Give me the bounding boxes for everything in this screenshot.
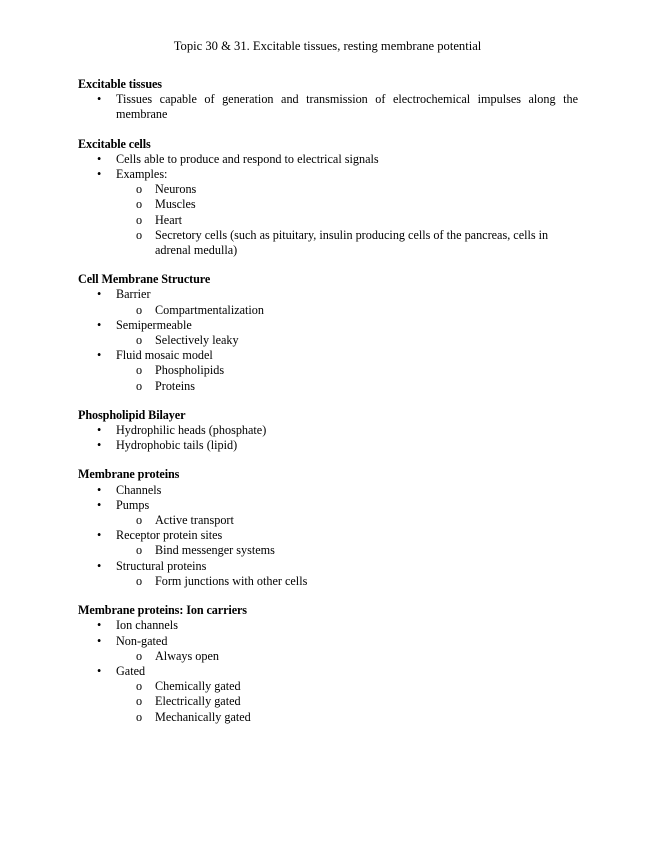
list-item-text: Structural proteins	[116, 558, 207, 573]
sub-bullet-icon: o	[136, 182, 143, 197]
list-item	[78, 348, 578, 394]
sub-list-item-text: Bind messenger systems	[155, 543, 275, 558]
sub-list-item-text: Mechanically gated	[155, 709, 251, 724]
bullet-icon: •	[97, 92, 102, 107]
list-item	[78, 664, 578, 725]
list-item-text: Fluid mosaic model	[116, 348, 213, 363]
sub-list-item	[116, 694, 578, 709]
sub-bullet-list	[78, 679, 578, 725]
bullet-icon: •	[97, 287, 102, 302]
sub-list-item-text: Proteins	[155, 378, 195, 393]
bullet-icon: •	[97, 663, 102, 678]
sub-list-item-text: Form junctions with other cells	[155, 573, 308, 588]
sub-bullet-list	[78, 182, 578, 258]
sub-list-item	[116, 513, 578, 528]
document-title: Topic 30 & 31. Excitable tissues, resting membrane potential	[173, 39, 482, 53]
sub-bullet-list	[78, 333, 578, 348]
sub-list-item-text: Heart	[155, 212, 183, 227]
list-item	[78, 438, 578, 453]
sub-bullet-icon: o	[136, 197, 143, 212]
list-item-text: Ion channels	[116, 618, 178, 633]
sub-list-item-text: Compartmentalization	[155, 302, 264, 317]
sub-bullet-icon: o	[136, 378, 143, 393]
sub-bullet-icon: o	[136, 333, 143, 348]
sub-list-item	[116, 574, 578, 589]
sub-bullet-list	[78, 513, 578, 528]
sub-bullet-icon: o	[136, 513, 143, 528]
sub-bullet-list	[78, 543, 578, 558]
sub-bullet-icon: o	[136, 227, 143, 242]
sub-list-item	[116, 543, 578, 558]
bullet-icon: •	[97, 317, 102, 332]
sub-list-item	[116, 333, 578, 348]
bullet-icon: •	[97, 151, 102, 166]
list-item	[78, 559, 578, 589]
section	[78, 272, 578, 394]
sub-bullet-list	[78, 363, 578, 393]
sub-bullet-icon: o	[136, 694, 143, 709]
list-item	[78, 618, 578, 633]
list-item	[78, 287, 578, 317]
bullet-list	[78, 483, 578, 589]
list-item-text: Cells able to produce and respond to electrical signals	[116, 151, 379, 166]
section	[78, 467, 578, 589]
sub-list-item	[116, 228, 578, 258]
bullet-icon: •	[97, 497, 102, 512]
section	[78, 77, 578, 123]
list-item-text: Pumps	[116, 497, 150, 512]
list-item	[78, 92, 578, 122]
sub-list-item-text: Phospholipids	[155, 363, 225, 378]
sub-bullet-icon: o	[136, 212, 143, 227]
section-heading: Phospholipid Bilayer	[78, 407, 186, 422]
bullet-list	[78, 92, 578, 122]
list-item-text: Hydrophilic heads (phosphate)	[116, 423, 267, 438]
section-heading: Membrane proteins: Ion carriers	[78, 603, 247, 618]
list-item-text: Receptor protein sites	[116, 528, 223, 543]
list-item	[78, 634, 578, 664]
list-item	[78, 167, 578, 258]
sub-list-item	[116, 710, 578, 725]
list-item-text: Semipermeable	[116, 317, 192, 332]
bullet-icon: •	[97, 633, 102, 648]
document-body	[78, 77, 578, 739]
bullet-list	[78, 287, 578, 393]
sub-bullet-icon: o	[136, 302, 143, 317]
sub-bullet-list	[78, 574, 578, 589]
bullet-icon: •	[97, 423, 102, 438]
list-item-text: Channels	[116, 482, 162, 497]
sub-bullet-icon: o	[136, 363, 143, 378]
sub-list-item	[116, 182, 578, 197]
sub-list-item-text: Muscles	[155, 197, 196, 212]
list-item	[78, 423, 578, 438]
section	[78, 603, 578, 725]
list-item	[78, 152, 578, 167]
sub-list-item	[116, 363, 578, 378]
bullet-icon: •	[97, 528, 102, 543]
section	[78, 137, 578, 259]
bullet-icon: •	[97, 167, 102, 182]
sub-list-item-text: Always open	[155, 648, 219, 663]
sub-list-item-text: Neurons	[155, 182, 197, 197]
list-item	[78, 483, 578, 498]
sub-list-item	[116, 303, 578, 318]
section-heading: Excitable tissues	[78, 77, 162, 91]
sub-list-item-text: Electrically gated	[155, 694, 241, 709]
list-item-text: Non-gated	[116, 633, 168, 648]
sub-list-item	[116, 679, 578, 694]
sub-list-item	[116, 379, 578, 394]
list-item-text: Gated	[116, 663, 146, 678]
sub-bullet-list	[78, 649, 578, 664]
sub-list-item-text: Chemically gated	[155, 679, 241, 694]
sub-list-item-text: Secretory cells (such as pituitary, insulin producing cells of the pancreas, cells in adrenal medulla)	[155, 227, 549, 258]
sub-list-item	[116, 649, 578, 664]
section-heading: Membrane proteins	[78, 467, 180, 482]
sub-list-item-text: Active transport	[155, 513, 234, 528]
bullet-icon: •	[97, 618, 102, 633]
bullet-icon: •	[97, 482, 102, 497]
list-item-text: Examples:	[116, 167, 168, 182]
bullet-list	[78, 152, 578, 258]
list-item-text: Barrier	[116, 287, 151, 302]
bullet-icon: •	[97, 558, 102, 573]
sub-list-item-text: Selectively leaky	[155, 333, 239, 348]
section-heading: Cell Membrane Structure	[78, 272, 211, 287]
bullet-list	[78, 423, 578, 453]
sub-bullet-icon: o	[136, 543, 143, 558]
sub-list-item	[116, 213, 578, 228]
bullet-icon: •	[97, 438, 102, 453]
list-item	[78, 498, 578, 528]
list-item	[78, 318, 578, 348]
sub-bullet-icon: o	[136, 709, 143, 724]
bullet-icon: •	[97, 348, 102, 363]
section	[78, 408, 578, 454]
bullet-list	[78, 618, 578, 724]
section-heading: Excitable cells	[78, 136, 151, 151]
list-item-text: Hydrophobic tails (lipid)	[116, 438, 238, 453]
sub-bullet-icon: o	[136, 648, 143, 663]
list-item-text: Tissues capable of generation and transmission of electrochemical impulses along the membrane	[116, 92, 578, 122]
sub-bullet-icon: o	[136, 679, 143, 694]
sub-bullet-list	[78, 303, 578, 318]
sub-bullet-icon: o	[136, 573, 143, 588]
list-item	[78, 528, 578, 558]
sub-list-item	[116, 197, 578, 212]
